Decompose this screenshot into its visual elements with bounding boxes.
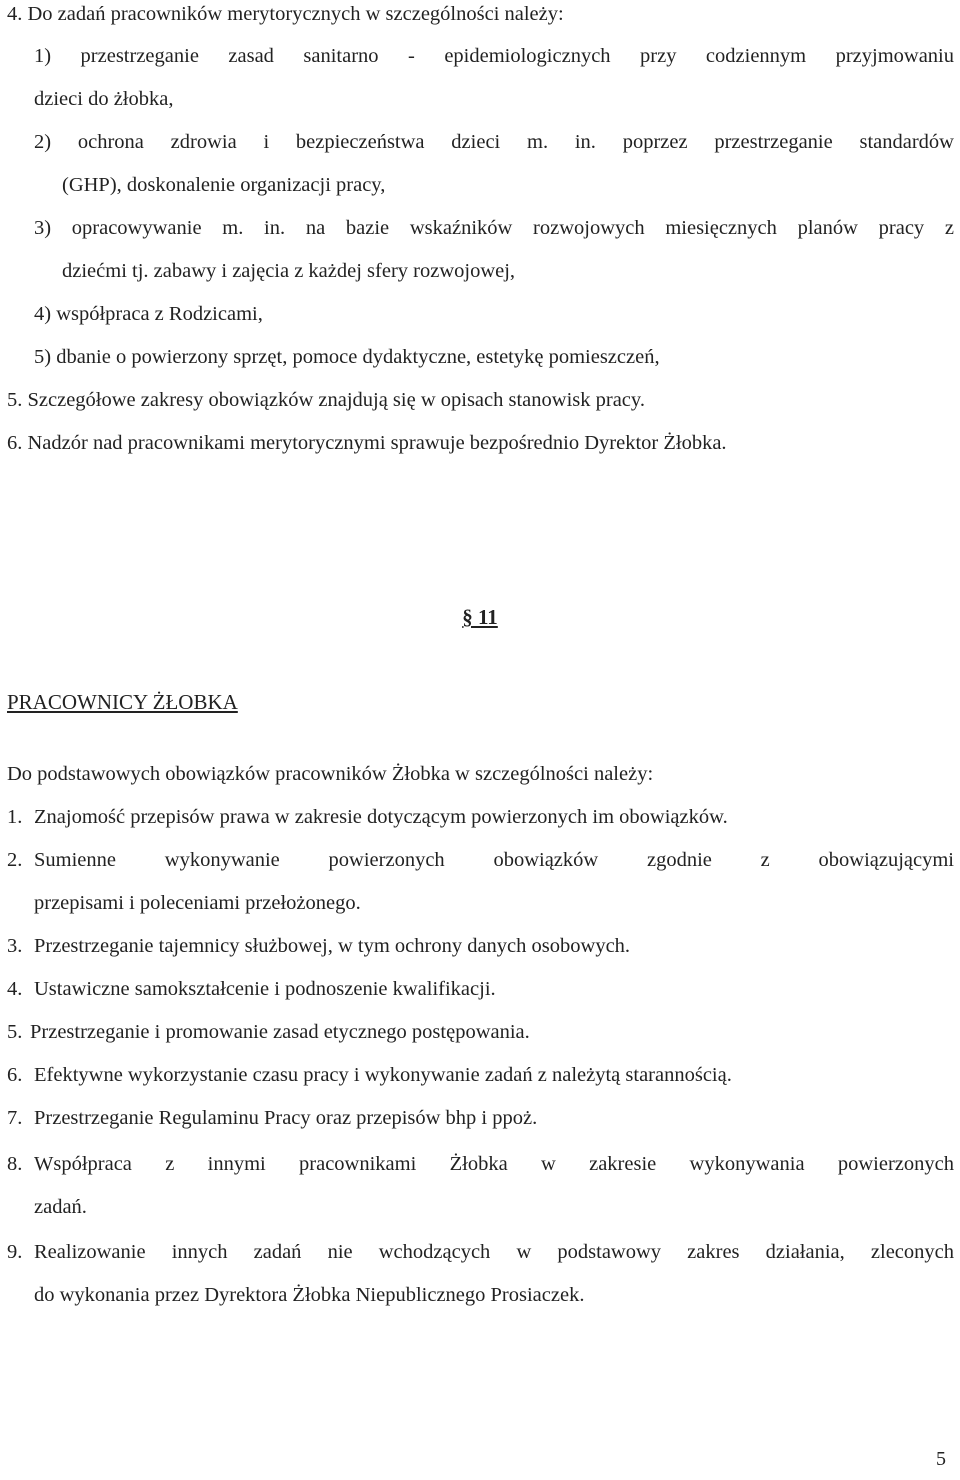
duty-8-text-line-2: zadań.: [34, 1196, 87, 1218]
duty-1-number: 1.: [7, 806, 23, 828]
page-number: 5: [936, 1448, 946, 1470]
duty-9-number: 9.: [7, 1241, 23, 1263]
subitem-5: 5) dbanie o powierzony sprzęt, pomoce dydaktyczne, estetykę pomieszczeń,: [34, 346, 660, 368]
duty-3-text: Przestrzeganie tajemnicy służbowej, w tym ochrony danych osobowych.: [34, 935, 631, 957]
duty-3-number: 3.: [7, 935, 23, 957]
duty-2-number: 2.: [7, 849, 23, 871]
subitem-1-line-2: dzieci do żłobka,: [34, 88, 174, 110]
item-6: 6. Nadzór nad pracownikami merytorycznymi sprawuje bezpośrednio Dyrektor Żłobka.: [7, 432, 727, 454]
duty-9-text-line-1: Realizowanie innych zadań nie wchodzących w podstawowy zakres działania, zleconych: [34, 1241, 954, 1263]
section-heading: [0, 605, 960, 630]
duty-5-number: 5.: [7, 1021, 23, 1043]
subitem-3-line-1: 3) opracowywanie m. in. na bazie wskaźników rozwojowych miesięcznych planów pracy z: [34, 217, 954, 239]
section-title: PRACOWNICY ŻŁOBKA: [7, 690, 238, 714]
subitem-4: 4) współpraca z Rodzicami,: [34, 303, 263, 325]
duty-4-number: 4.: [7, 978, 23, 1000]
duty-4-text: Ustawiczne samokształcenie i podnoszenie kwalifikacji.: [34, 978, 496, 1000]
duty-5-text: Przestrzeganie i promowanie zasad etycznego postępowania.: [30, 1021, 530, 1043]
subitem-3-line-2: dziećmi tj. zabawy i zajęcia z każdej sfery rozwojowej,: [62, 260, 516, 282]
duty-7-text: Przestrzeganie Regulaminu Pracy oraz przepisów bhp i ppoż.: [34, 1107, 538, 1129]
duty-1-text: Znajomość przepisów prawa w zakresie dotyczącym powierzonych im obowiązków.: [34, 806, 728, 828]
section-sign: § 11: [462, 605, 498, 629]
subitem-1-line-1: 1) przestrzeganie zasad sanitarno - epidemiologicznych przy codziennym przyjmowaniu: [34, 45, 954, 67]
duty-6-number: 6.: [7, 1064, 23, 1086]
item-5: 5. Szczegółowe zakresy obowiązków znajdują się w opisach stanowisk pracy.: [7, 389, 645, 411]
duty-8-number: 8.: [7, 1153, 23, 1175]
duty-8-text-line-1: Współpraca z innymi pracownikami Żłobka w zakresie wykonywania powierzonych: [34, 1153, 954, 1175]
duty-7-number: 7.: [7, 1107, 23, 1129]
subitem-2-line-1: 2) ochrona zdrowia i bezpieczeństwa dzieci m. in. poprzez przestrzeganie standardów: [34, 131, 954, 153]
duty-2-text-line-2: przepisami i poleceniami przełożonego.: [34, 892, 361, 914]
item-4-heading: 4. Do zadań pracowników merytorycznych w szczególności należy:: [7, 3, 564, 25]
duty-2-text-line-1: Sumienne wykonywanie powierzonych obowiązków zgodnie z obowiązującymi: [34, 849, 954, 871]
duty-9-text-line-2: do wykonania przez Dyrektora Żłobka Niepublicznego Prosiaczek.: [34, 1284, 585, 1306]
section-lead: Do podstawowych obowiązków pracowników Żłobka w szczególności należy:: [7, 763, 654, 785]
subitem-2-line-2: (GHP), doskonalenie organizacji pracy,: [62, 174, 386, 196]
duty-6-text: Efektywne wykorzystanie czasu pracy i wykonywanie zadań z należytą starannością.: [34, 1064, 732, 1086]
